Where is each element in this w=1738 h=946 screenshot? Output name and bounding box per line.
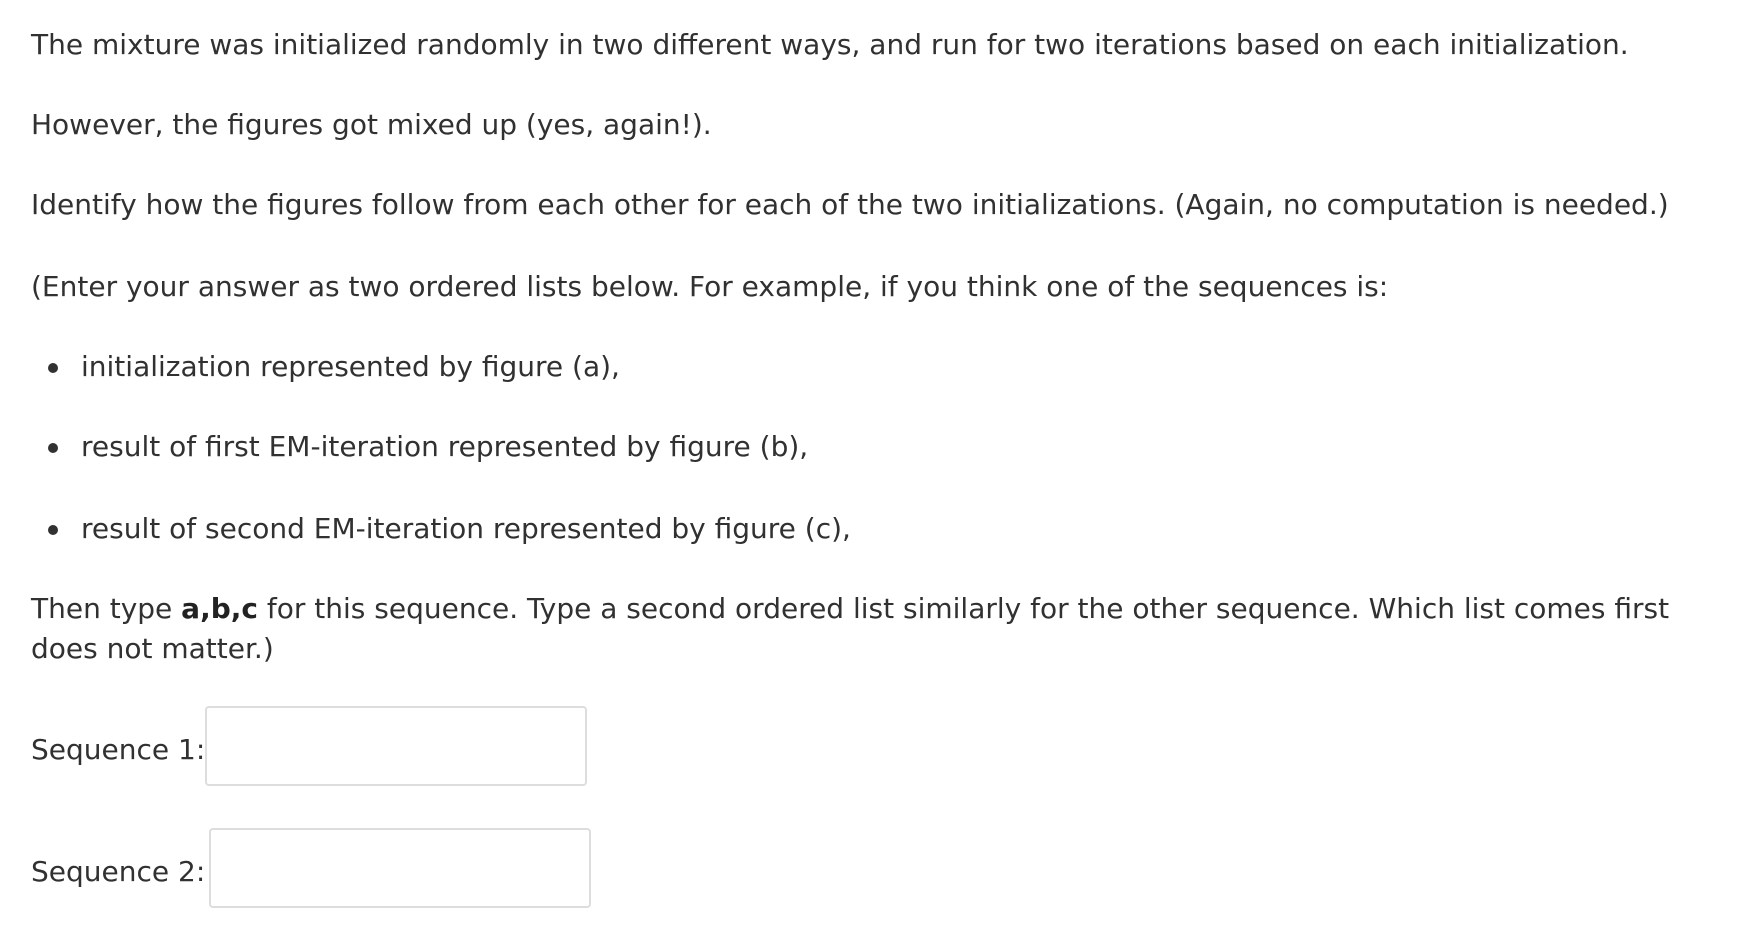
list-item-text: initialization represented by figure (a), <box>81 350 620 383</box>
example-answer: a,b,c <box>181 592 258 625</box>
bullet-icon <box>48 363 58 373</box>
bullet-icon <box>48 525 58 535</box>
then-type-paragraph <box>31 589 1711 669</box>
bullet-icon <box>48 443 58 453</box>
example-intro-paragraph: (Enter your answer as two ordered lists below. For example, if you think one of the sequences is: <box>31 270 1389 303</box>
list-item-text: result of second EM-iteration represented by figure (c), <box>81 512 851 545</box>
then-type-prefix: Then type <box>31 592 182 625</box>
mixed-up-paragraph: However, the figures got mixed up (yes, again!). <box>31 108 712 141</box>
sequence-1-input[interactable] <box>205 706 587 786</box>
then-type-suffix: for this sequence. Type a second ordered list similarly for the other sequence. Which list comes first does not matter.) <box>31 592 1670 665</box>
intro-paragraph: The mixture was initialized randomly in two different ways, and run for two iterations based on each initialization. <box>31 28 1629 61</box>
list-item-text: result of first EM-iteration represented by figure (b), <box>81 430 809 463</box>
sequence-2-input[interactable] <box>209 828 591 908</box>
sequence-1-label: Sequence 1: <box>31 733 206 766</box>
sequence-2-label: Sequence 2: <box>31 855 206 888</box>
instruction-paragraph: Identify how the figures follow from each other for each of the two initializations. (Again, no computation is needed.) <box>31 188 1669 221</box>
